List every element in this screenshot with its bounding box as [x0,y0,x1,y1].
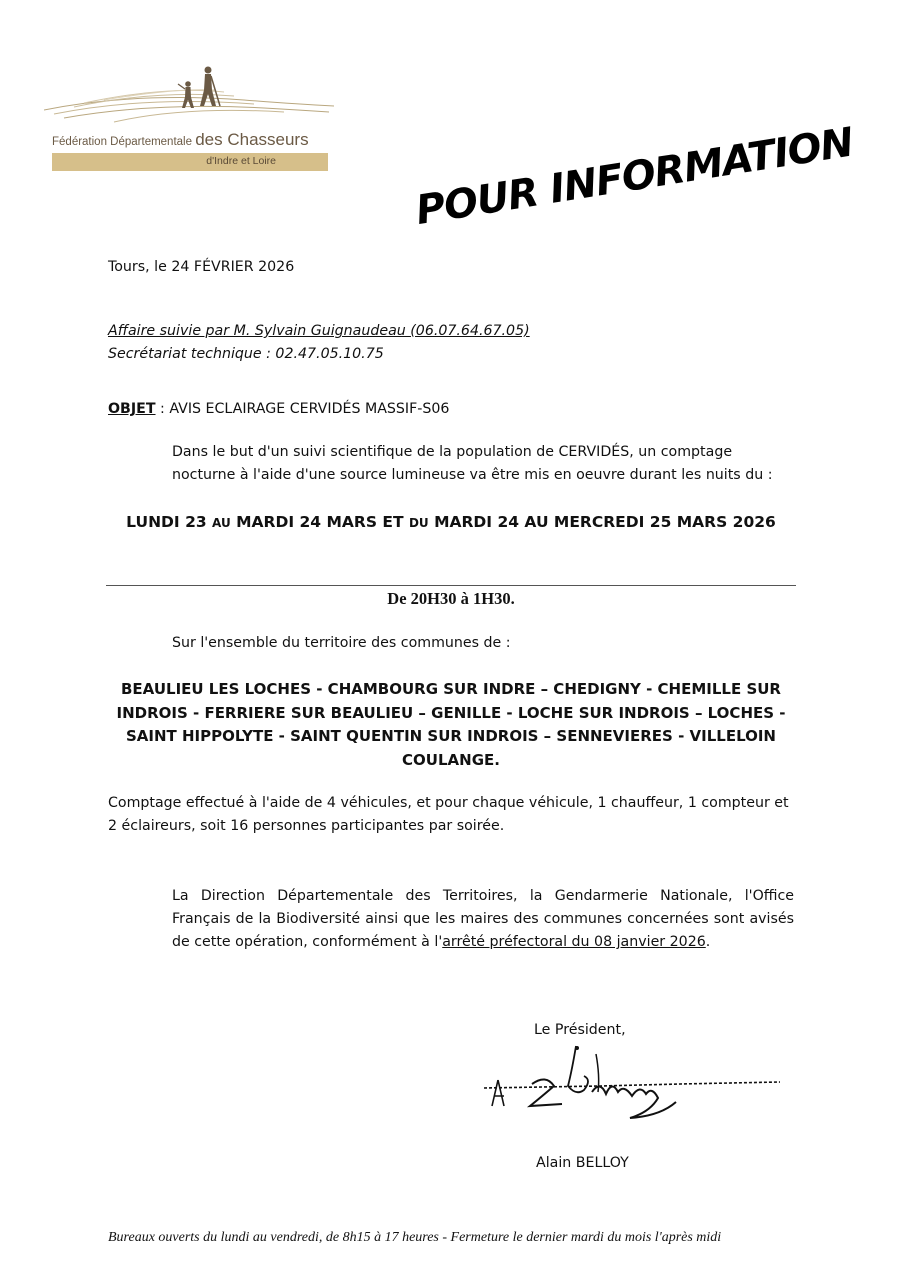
president-name: Alain BELLOY [536,1155,629,1171]
intro-paragraph: Dans le but d'un suivi scientifique de la population de CERVIDÉS, un comptage nocturne à l'aide d'une source lumineuse va être mis en oeuvre durant les nuits du : [172,444,773,483]
direction-paragraph: La Direction Départementale des Territoires, la Gendarmerie Nationale, l'Office Français de la Biodiversité ainsi que les maires des communes concernées sont avisés de cette opération, conformément à l'arrêté préfectoral du 08 janvier 2026. [172,888,794,950]
logo-band [52,153,328,171]
pour-information-stamp: POUR INFORMATION [412,119,857,234]
federation-logo [44,62,334,174]
horizontal-divider [106,585,796,586]
president-label: Le Président, [534,1022,626,1038]
hunters-landscape-icon [44,62,334,132]
territory-intro: Sur l'ensemble du territoire des communes de : [172,635,511,651]
footer-hours: Bureaux ouverts du lundi au vendredi, de 8h15 à 17 heures - Fermeture le dernier mardi du mois l'après midi [108,1230,722,1245]
letter-date: Tours, le 24 FÉVRIER 2026 [108,259,295,275]
comptage-paragraph: Comptage effectué à l'aide de 4 véhicules, et pour chaque véhicule, 1 chauffeur, 1 compteur et 2 éclaireurs, soit 16 personnes participantes par soirée. [108,795,789,834]
dates-heading: LUNDI 23 AU MARDI 24 MARS ET DU MARDI 24 AU MERCREDI 25 MARS 2026 [126,513,776,531]
affaire-line: Affaire suivie par M. Sylvain Guignaudeau (06.07.64.67.05) [108,323,530,339]
objet-text: : AVIS ECLAIRAGE CERVIDÉS MASSIF-S06 [155,401,450,417]
logo-title: Fédération Départementale des Chasseurs [52,130,309,149]
hours-line: De 20H30 à 1H30. [387,589,515,608]
objet-line [108,398,449,421]
secretariat-line: Secrétariat technique : 02.47.05.10.75 [108,346,384,362]
arrete-link[interactable]: arrêté préfectoral du 08 janvier 2026 [442,934,706,950]
signature-icon [480,1040,785,1125]
affaire-block [108,320,530,366]
objet-label: OBJET [108,401,156,417]
logo-subtitle: d'Indre et Loire [206,155,276,167]
communes-list: BEAULIEU LES LOCHES - CHAMBOURG SUR INDRE – CHEDIGNY - CHEMILLE SUR INDROIS - FERRIERE SUR BEAULIEU – GENILLE - LOCHE SUR INDROIS – LOCHES - SAINT HIPPOLYTE - SAINT QUENTIN SUR INDROIS – SENNEVIERES - VILLELOIN COULANGE. [116,680,786,769]
